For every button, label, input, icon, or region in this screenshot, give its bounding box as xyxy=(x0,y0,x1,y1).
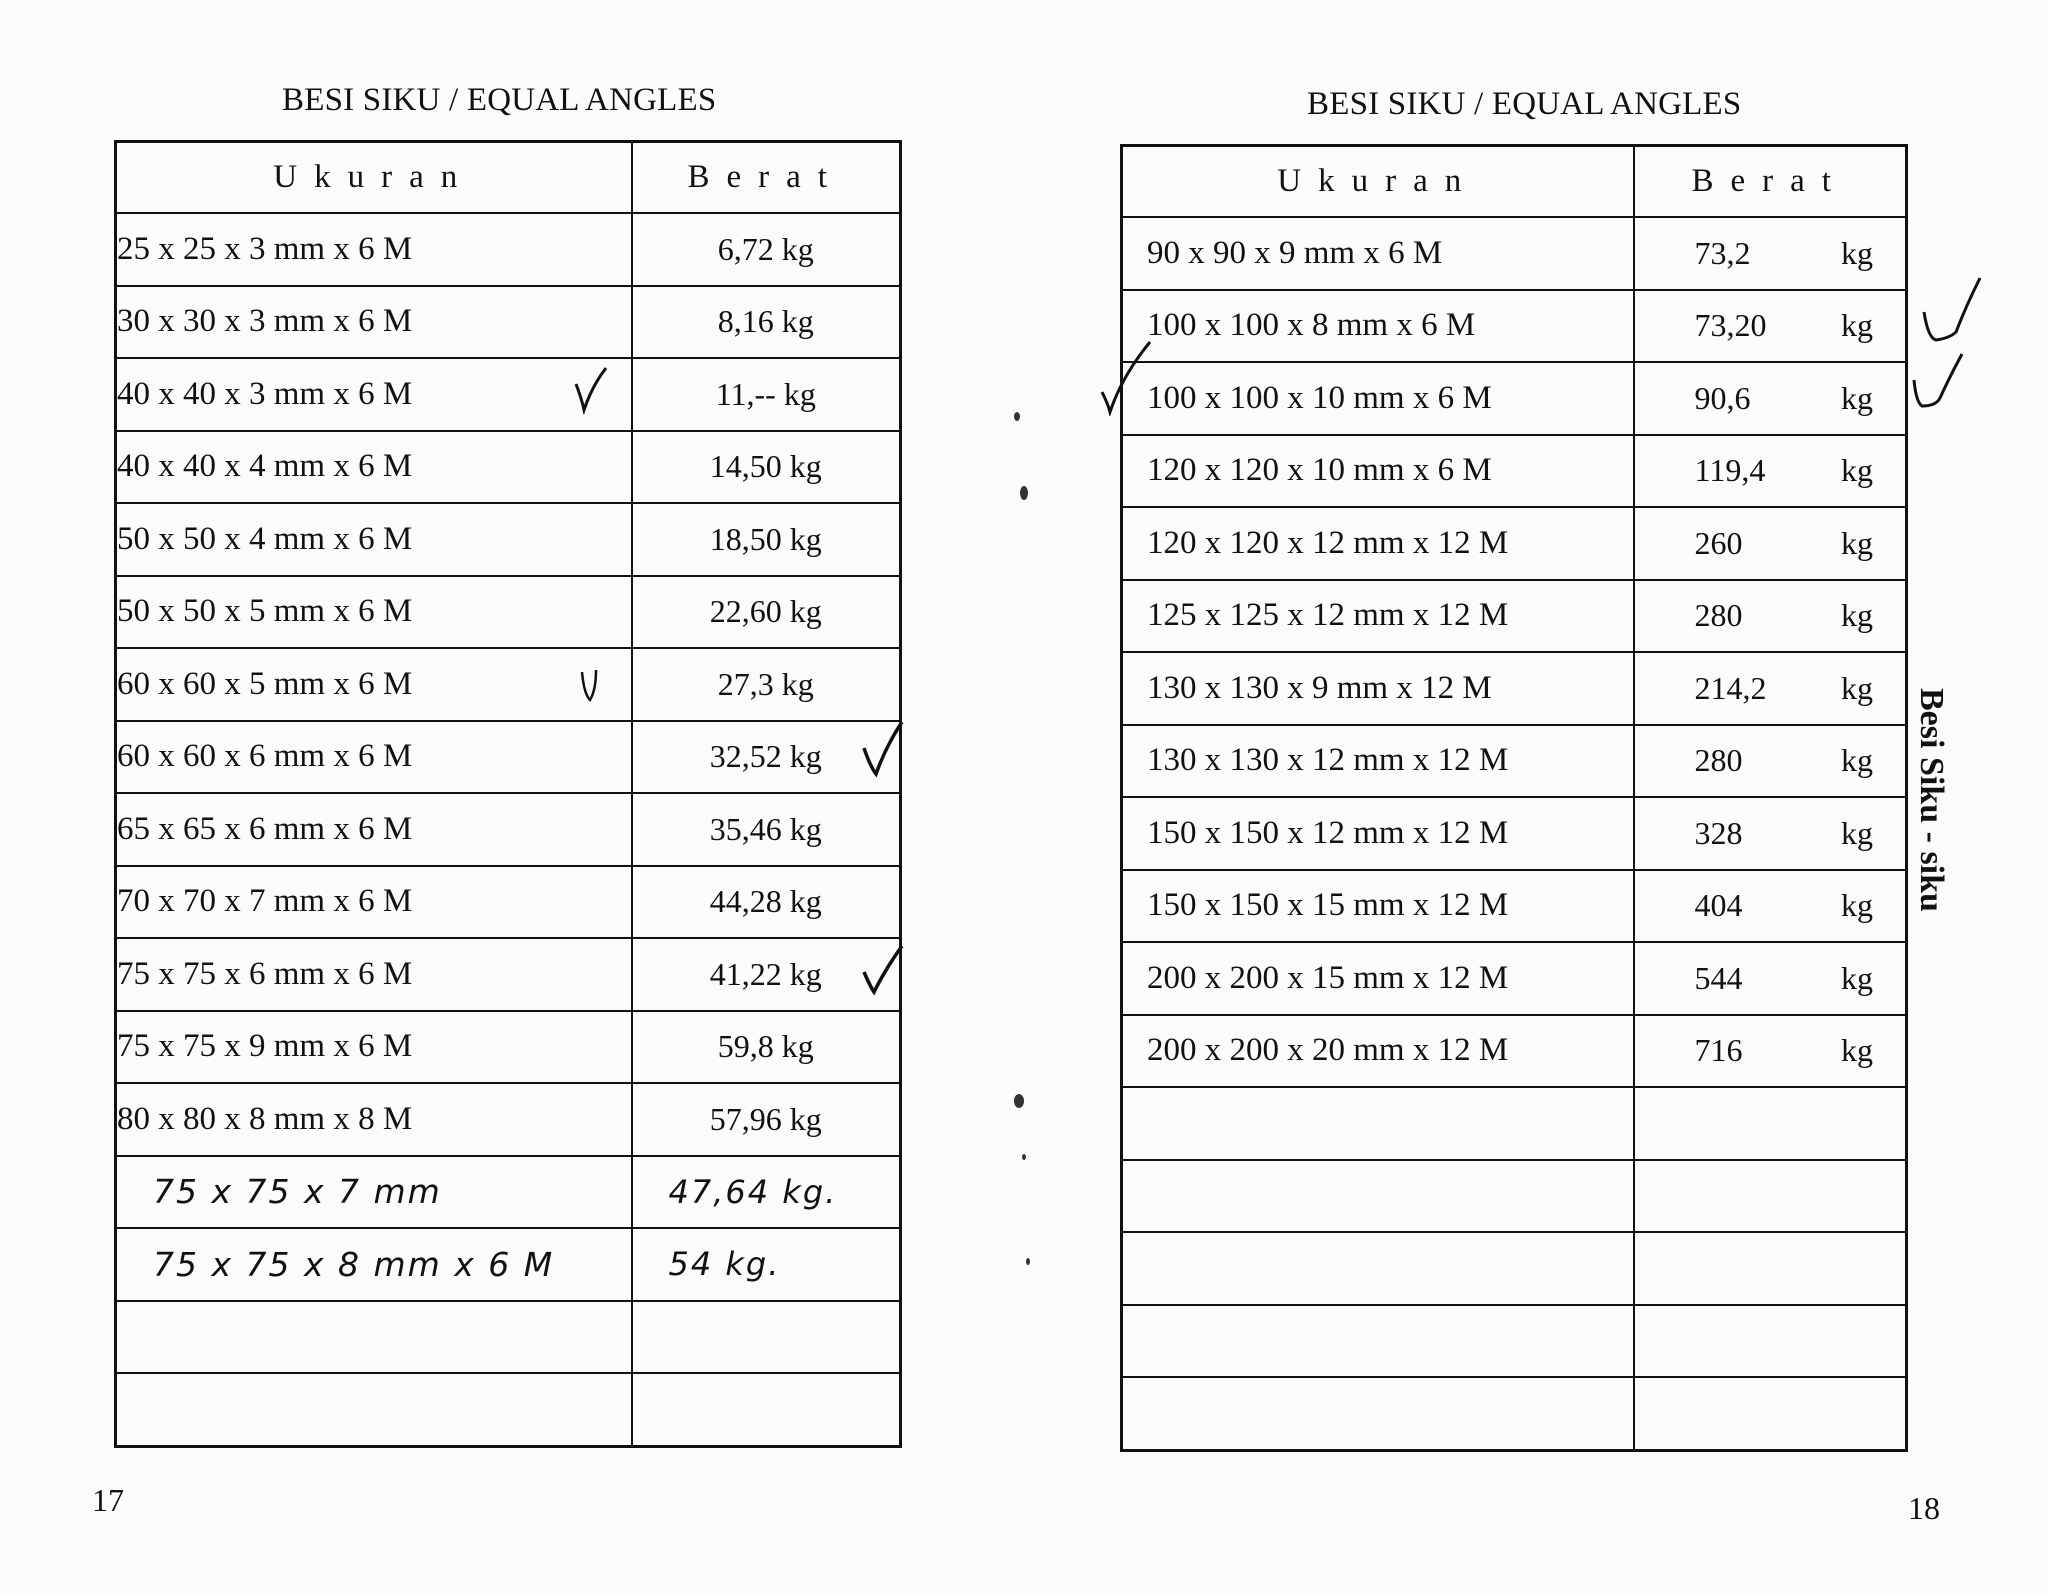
weight-cell xyxy=(1634,652,1907,725)
table-row xyxy=(1122,435,1907,508)
weight-value: 716 xyxy=(1694,1032,1743,1069)
table-row xyxy=(1122,870,1907,943)
table-header-row xyxy=(116,142,901,214)
weight-cell xyxy=(1634,870,1907,943)
weight-cell xyxy=(1634,1015,1907,1088)
weight-unit: kg xyxy=(1841,597,1873,634)
size-cell: 40 x 40 x 4 mm x 6 M xyxy=(116,431,632,504)
weight-value: 404 xyxy=(1694,887,1743,924)
empty-cell xyxy=(632,1301,901,1374)
size-cell: 130 x 130 x 12 mm x 12 M xyxy=(1122,725,1634,798)
empty-row xyxy=(116,1373,901,1446)
handwritten-size-cell: 75 x 75 x 8 mm x 6 M xyxy=(116,1228,632,1301)
empty-row xyxy=(1122,1377,1907,1450)
weight-unit: kg xyxy=(1841,234,1873,271)
right-page-number: 18 xyxy=(1908,1490,1940,1526)
weight-cell: 6,72 kg xyxy=(632,213,901,286)
table-row xyxy=(1122,507,1907,580)
size-cell: 90 x 90 x 9 mm x 6 M xyxy=(1122,217,1634,290)
weight-cell: 11,-- kg xyxy=(632,358,901,431)
handwritten-row xyxy=(116,1156,901,1229)
table-header-row xyxy=(1122,146,1907,218)
table-row xyxy=(1122,362,1907,435)
empty-cell xyxy=(1122,1160,1634,1233)
size-cell: 50 x 50 x 5 mm x 6 M xyxy=(116,576,632,649)
table-row xyxy=(116,938,901,1011)
check-mark-icon xyxy=(1908,350,1964,416)
weight-cell: 14,50 kg xyxy=(632,431,901,504)
empty-cell xyxy=(632,1373,901,1446)
size-cell: 125 x 125 x 12 mm x 12 M xyxy=(1122,580,1634,653)
table-row xyxy=(1122,580,1907,653)
scan-speck xyxy=(1014,412,1020,421)
header-weight: Berat xyxy=(632,142,901,214)
table-row xyxy=(116,1083,901,1156)
weight-cell: 59,8 kg xyxy=(632,1011,901,1084)
weight-cell xyxy=(1634,507,1907,580)
weight-cell xyxy=(1634,362,1907,435)
weight-cell xyxy=(1634,580,1907,653)
table-row xyxy=(116,213,901,286)
size-cell: 120 x 120 x 12 mm x 12 M xyxy=(1122,507,1634,580)
size-cell: 70 x 70 x 7 mm x 6 M xyxy=(116,866,632,939)
weight-unit: kg xyxy=(1841,1032,1873,1069)
scan-speck xyxy=(1026,1258,1030,1265)
handwritten-weight-cell: 47,64 kg. xyxy=(632,1156,901,1229)
empty-cell xyxy=(1634,1087,1907,1160)
left-page-number: 17 xyxy=(92,1482,124,1518)
left-page-title: BESI SIKU / EQUAL ANGLES xyxy=(282,82,717,118)
weight-cell: 18,50 kg xyxy=(632,503,901,576)
empty-cell xyxy=(1634,1305,1907,1378)
weight-value: 544 xyxy=(1694,959,1743,996)
weight-cell xyxy=(1634,942,1907,1015)
check-mark-icon xyxy=(1098,340,1154,416)
size-cell: 40 x 40 x 3 mm x 6 M xyxy=(116,358,632,431)
handwritten-row xyxy=(116,1228,901,1301)
empty-row xyxy=(1122,1305,1907,1378)
empty-row xyxy=(1122,1232,1907,1305)
empty-row xyxy=(1122,1160,1907,1233)
left-weight-table xyxy=(114,140,902,1448)
right-weight-table xyxy=(1120,144,1908,1452)
side-tab-label: Besi Siku - siku xyxy=(1913,688,1950,912)
table-row xyxy=(116,721,901,794)
weight-cell xyxy=(1634,435,1907,508)
check-mark-icon xyxy=(860,718,904,782)
weight-cell: 32,52 kg xyxy=(632,721,901,794)
weight-unit: kg xyxy=(1841,814,1873,851)
weight-unit: kg xyxy=(1841,959,1873,996)
weight-value: 280 xyxy=(1694,742,1743,779)
size-cell: 200 x 200 x 20 mm x 12 M xyxy=(1122,1015,1634,1088)
empty-cell xyxy=(1122,1305,1634,1378)
size-cell: 60 x 60 x 5 mm x 6 M xyxy=(116,648,632,721)
empty-row xyxy=(1122,1087,1907,1160)
check-mark-icon xyxy=(1920,276,1982,352)
weight-unit: kg xyxy=(1841,669,1873,706)
weight-cell: 8,16 kg xyxy=(632,286,901,359)
empty-cell xyxy=(1122,1232,1634,1305)
weight-unit: kg xyxy=(1841,524,1873,561)
weight-cell xyxy=(1634,725,1907,798)
weight-unit: kg xyxy=(1841,742,1873,779)
table-row xyxy=(116,358,901,431)
table-row xyxy=(1122,942,1907,1015)
weight-value: 73,2 xyxy=(1694,234,1751,271)
size-cell: 120 x 120 x 10 mm x 6 M xyxy=(1122,435,1634,508)
size-cell: 150 x 150 x 12 mm x 12 M xyxy=(1122,797,1634,870)
empty-row xyxy=(116,1301,901,1374)
weight-cell: 57,96 kg xyxy=(632,1083,901,1156)
weight-value: 73,20 xyxy=(1694,307,1767,344)
size-cell: 65 x 65 x 6 mm x 6 M xyxy=(116,793,632,866)
right-page-title: BESI SIKU / EQUAL ANGLES xyxy=(1307,86,1742,122)
weight-cell: 27,3 kg xyxy=(632,648,901,721)
table-row xyxy=(1122,725,1907,798)
size-cell: 25 x 25 x 3 mm x 6 M xyxy=(116,213,632,286)
weight-unit: kg xyxy=(1841,452,1873,489)
weight-value: 214,2 xyxy=(1694,669,1767,706)
weight-value: 260 xyxy=(1694,524,1743,561)
header-size: Ukuran xyxy=(116,142,632,214)
table-row xyxy=(116,793,901,866)
empty-cell xyxy=(116,1373,632,1446)
weight-value: 119,4 xyxy=(1694,452,1766,489)
weight-unit: kg xyxy=(1841,379,1873,416)
handwritten-weight-cell: 54 kg. xyxy=(632,1228,901,1301)
size-cell: 100 x 100 x 8 mm x 6 M xyxy=(1122,290,1634,363)
empty-cell xyxy=(1122,1377,1634,1450)
weight-cell xyxy=(1634,217,1907,290)
table-row xyxy=(1122,290,1907,363)
weight-value: 280 xyxy=(1694,597,1743,634)
scan-speck xyxy=(1020,486,1028,500)
table-row xyxy=(116,576,901,649)
size-cell: 130 x 130 x 9 mm x 12 M xyxy=(1122,652,1634,725)
weight-cell: 41,22 kg xyxy=(632,938,901,1011)
handwritten-size-cell: 75 x 75 x 7 mm xyxy=(116,1156,632,1229)
size-cell: 75 x 75 x 6 mm x 6 M xyxy=(116,938,632,1011)
table-row xyxy=(1122,652,1907,725)
table-row xyxy=(1122,1015,1907,1088)
empty-cell xyxy=(1634,1160,1907,1233)
table-row xyxy=(116,648,901,721)
check-mark-icon xyxy=(572,366,608,414)
table-row xyxy=(116,866,901,939)
table-row xyxy=(116,286,901,359)
size-cell: 80 x 80 x 8 mm x 8 M xyxy=(116,1083,632,1156)
weight-unit: kg xyxy=(1841,307,1873,344)
size-cell: 60 x 60 x 6 mm x 6 M xyxy=(116,721,632,794)
weight-value: 90,6 xyxy=(1694,379,1751,416)
check-mark-icon xyxy=(576,664,602,706)
weight-value: 328 xyxy=(1694,814,1743,851)
size-cell: 50 x 50 x 4 mm x 6 M xyxy=(116,503,632,576)
weight-cell xyxy=(1634,797,1907,870)
scan-speck xyxy=(1014,1094,1024,1108)
weight-cell: 44,28 kg xyxy=(632,866,901,939)
empty-cell xyxy=(1122,1087,1634,1160)
table-row xyxy=(1122,217,1907,290)
weight-cell: 22,60 kg xyxy=(632,576,901,649)
empty-cell xyxy=(1634,1377,1907,1450)
table-row xyxy=(1122,797,1907,870)
size-cell: 100 x 100 x 10 mm x 6 M xyxy=(1122,362,1634,435)
header-weight: Berat xyxy=(1634,146,1907,218)
size-cell: 200 x 200 x 15 mm x 12 M xyxy=(1122,942,1634,1015)
table-row xyxy=(116,503,901,576)
weight-unit: kg xyxy=(1841,887,1873,924)
weight-cell xyxy=(1634,290,1907,363)
empty-cell xyxy=(1634,1232,1907,1305)
table-row xyxy=(116,1011,901,1084)
empty-cell xyxy=(116,1301,632,1374)
weight-cell: 35,46 kg xyxy=(632,793,901,866)
size-cell: 150 x 150 x 15 mm x 12 M xyxy=(1122,870,1634,943)
size-cell: 75 x 75 x 9 mm x 6 M xyxy=(116,1011,632,1084)
scan-speck xyxy=(1022,1154,1026,1160)
check-mark-icon xyxy=(860,942,904,998)
size-cell: 30 x 30 x 3 mm x 6 M xyxy=(116,286,632,359)
table-row xyxy=(116,431,901,504)
header-size: Ukuran xyxy=(1122,146,1634,218)
